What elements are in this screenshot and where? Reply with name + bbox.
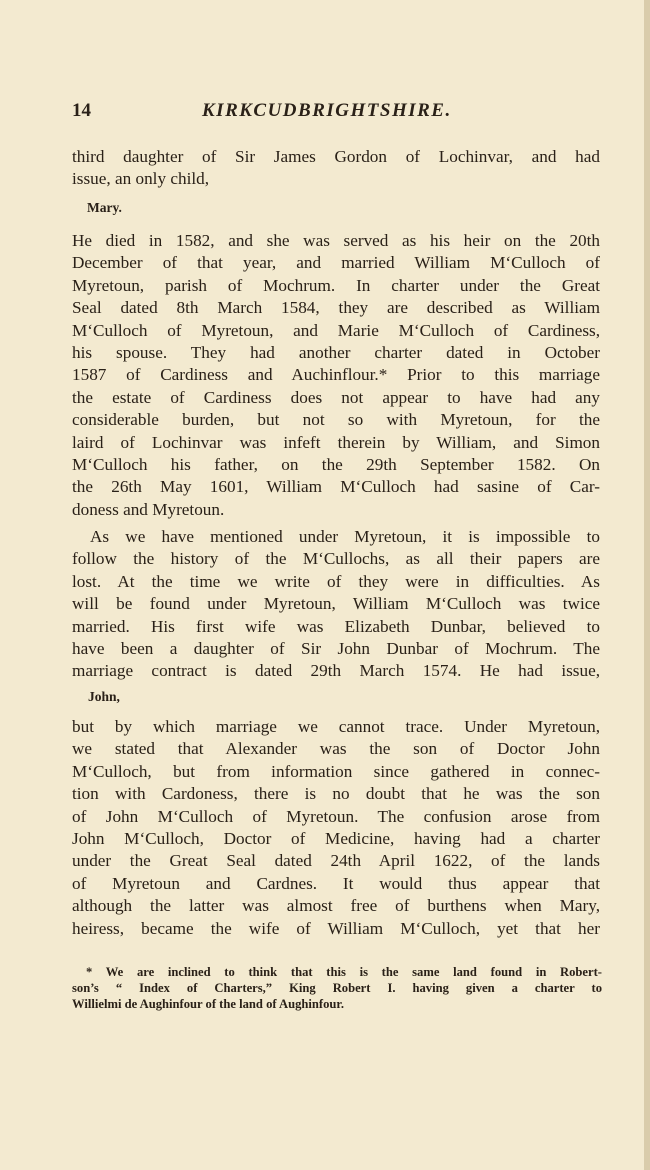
text-line: heiress, became the wife of William M‘Culloch, yet that her	[72, 918, 600, 938]
paragraph-4	[72, 716, 600, 940]
text-line: laird of Lochinvar was infeft therein by William, and Simon	[72, 432, 600, 452]
text-line: As we have mentioned under Myretoun, it is impossible to	[90, 527, 600, 546]
paragraph-3	[72, 526, 600, 683]
text-line: M‘Culloch, but from information since gathered in connec-	[72, 761, 600, 781]
text-line: Seal dated 8th March 1584, they are described as William	[72, 298, 600, 318]
text-line: under the Great Seal dated 24th April 1622, of the lands	[72, 851, 600, 871]
text-line: M‘Culloch his father, on the 29th September 1582. On	[72, 455, 600, 475]
text-line: considerable burden, but not so with Myretoun, for the	[72, 410, 600, 430]
text-line: of John M‘Culloch of Myretoun. The confusion arose from	[72, 806, 600, 826]
text-line: of Myretoun and Cardnes. It would thus appear that	[72, 873, 600, 893]
footnote-line: Willielmi de Aughinfour of the land of Aughinfour.	[72, 997, 344, 1011]
text-line: 1587 of Cardiness and Auchinflour.* Prior to this marriage	[72, 365, 600, 385]
text-line: lost. At the time we write of they were in difficulties. As	[72, 571, 600, 591]
text-line: we stated that Alexander was the son of Doctor John	[72, 739, 600, 759]
paragraph-1	[72, 146, 600, 191]
text-line: his spouse. They had another charter dated in October	[72, 343, 600, 363]
text-line: tion with Cardoness, there is no doubt that he was the son	[72, 784, 600, 804]
text-line: December of that year, and married William M‘Culloch of	[72, 253, 600, 273]
text-line: will be found under Myretoun, William M‘Culloch was twice	[72, 594, 600, 614]
text-line: Myretoun, parish of Mochrum. In charter under the Great	[72, 275, 600, 295]
text-line: the 26th May 1601, William M‘Culloch had sasine of Car-	[72, 477, 600, 497]
text-line: He died in 1582, and she was served as his heir on the 20th	[72, 231, 600, 250]
running-title: KIRKCUDBRIGHTSHIRE.	[202, 100, 452, 121]
page-header	[72, 100, 600, 130]
text-line: although the latter was almost free of burthens when Mary,	[72, 896, 600, 916]
footnote-line: son’s “ Index of Charters,” King Robert I. having given a charter to	[72, 981, 602, 995]
text-line: married. His first wife was Elizabeth Dunbar, believed to	[72, 616, 600, 636]
text-line: have been a daughter of Sir John Dunbar of Mochrum. The	[72, 639, 600, 659]
text-line: issue, an only child,	[72, 169, 210, 189]
footnote-line: * We are inclined to think that this is the same land found in Robert-	[86, 965, 602, 979]
text-line: the estate of Cardiness does not appear to have had any	[72, 387, 600, 407]
child-name-john: John,	[88, 689, 120, 704]
text-line: third daughter of Sir James Gordon of Lochinvar, and had	[72, 147, 600, 166]
text-line: John M‘Culloch, Doctor of Medicine, having had a charter	[72, 829, 600, 849]
page-number: 14	[72, 100, 91, 121]
page-edge	[644, 0, 650, 1170]
text-line: doness and Myretoun.	[72, 499, 225, 519]
paragraph-2	[72, 230, 600, 521]
text-line: M‘Culloch of Myretoun, and Marie M‘Culloch of Cardiness,	[72, 320, 600, 340]
footnote	[72, 964, 602, 1012]
text-line: but by which marriage we cannot trace. Under Myretoun,	[72, 717, 600, 736]
text-line: follow the history of the M‘Cullochs, as all their papers are	[72, 549, 600, 569]
child-name-mary: Mary.	[87, 200, 122, 215]
text-line: marriage contract is dated 29th March 1574. He had issue,	[72, 661, 600, 681]
